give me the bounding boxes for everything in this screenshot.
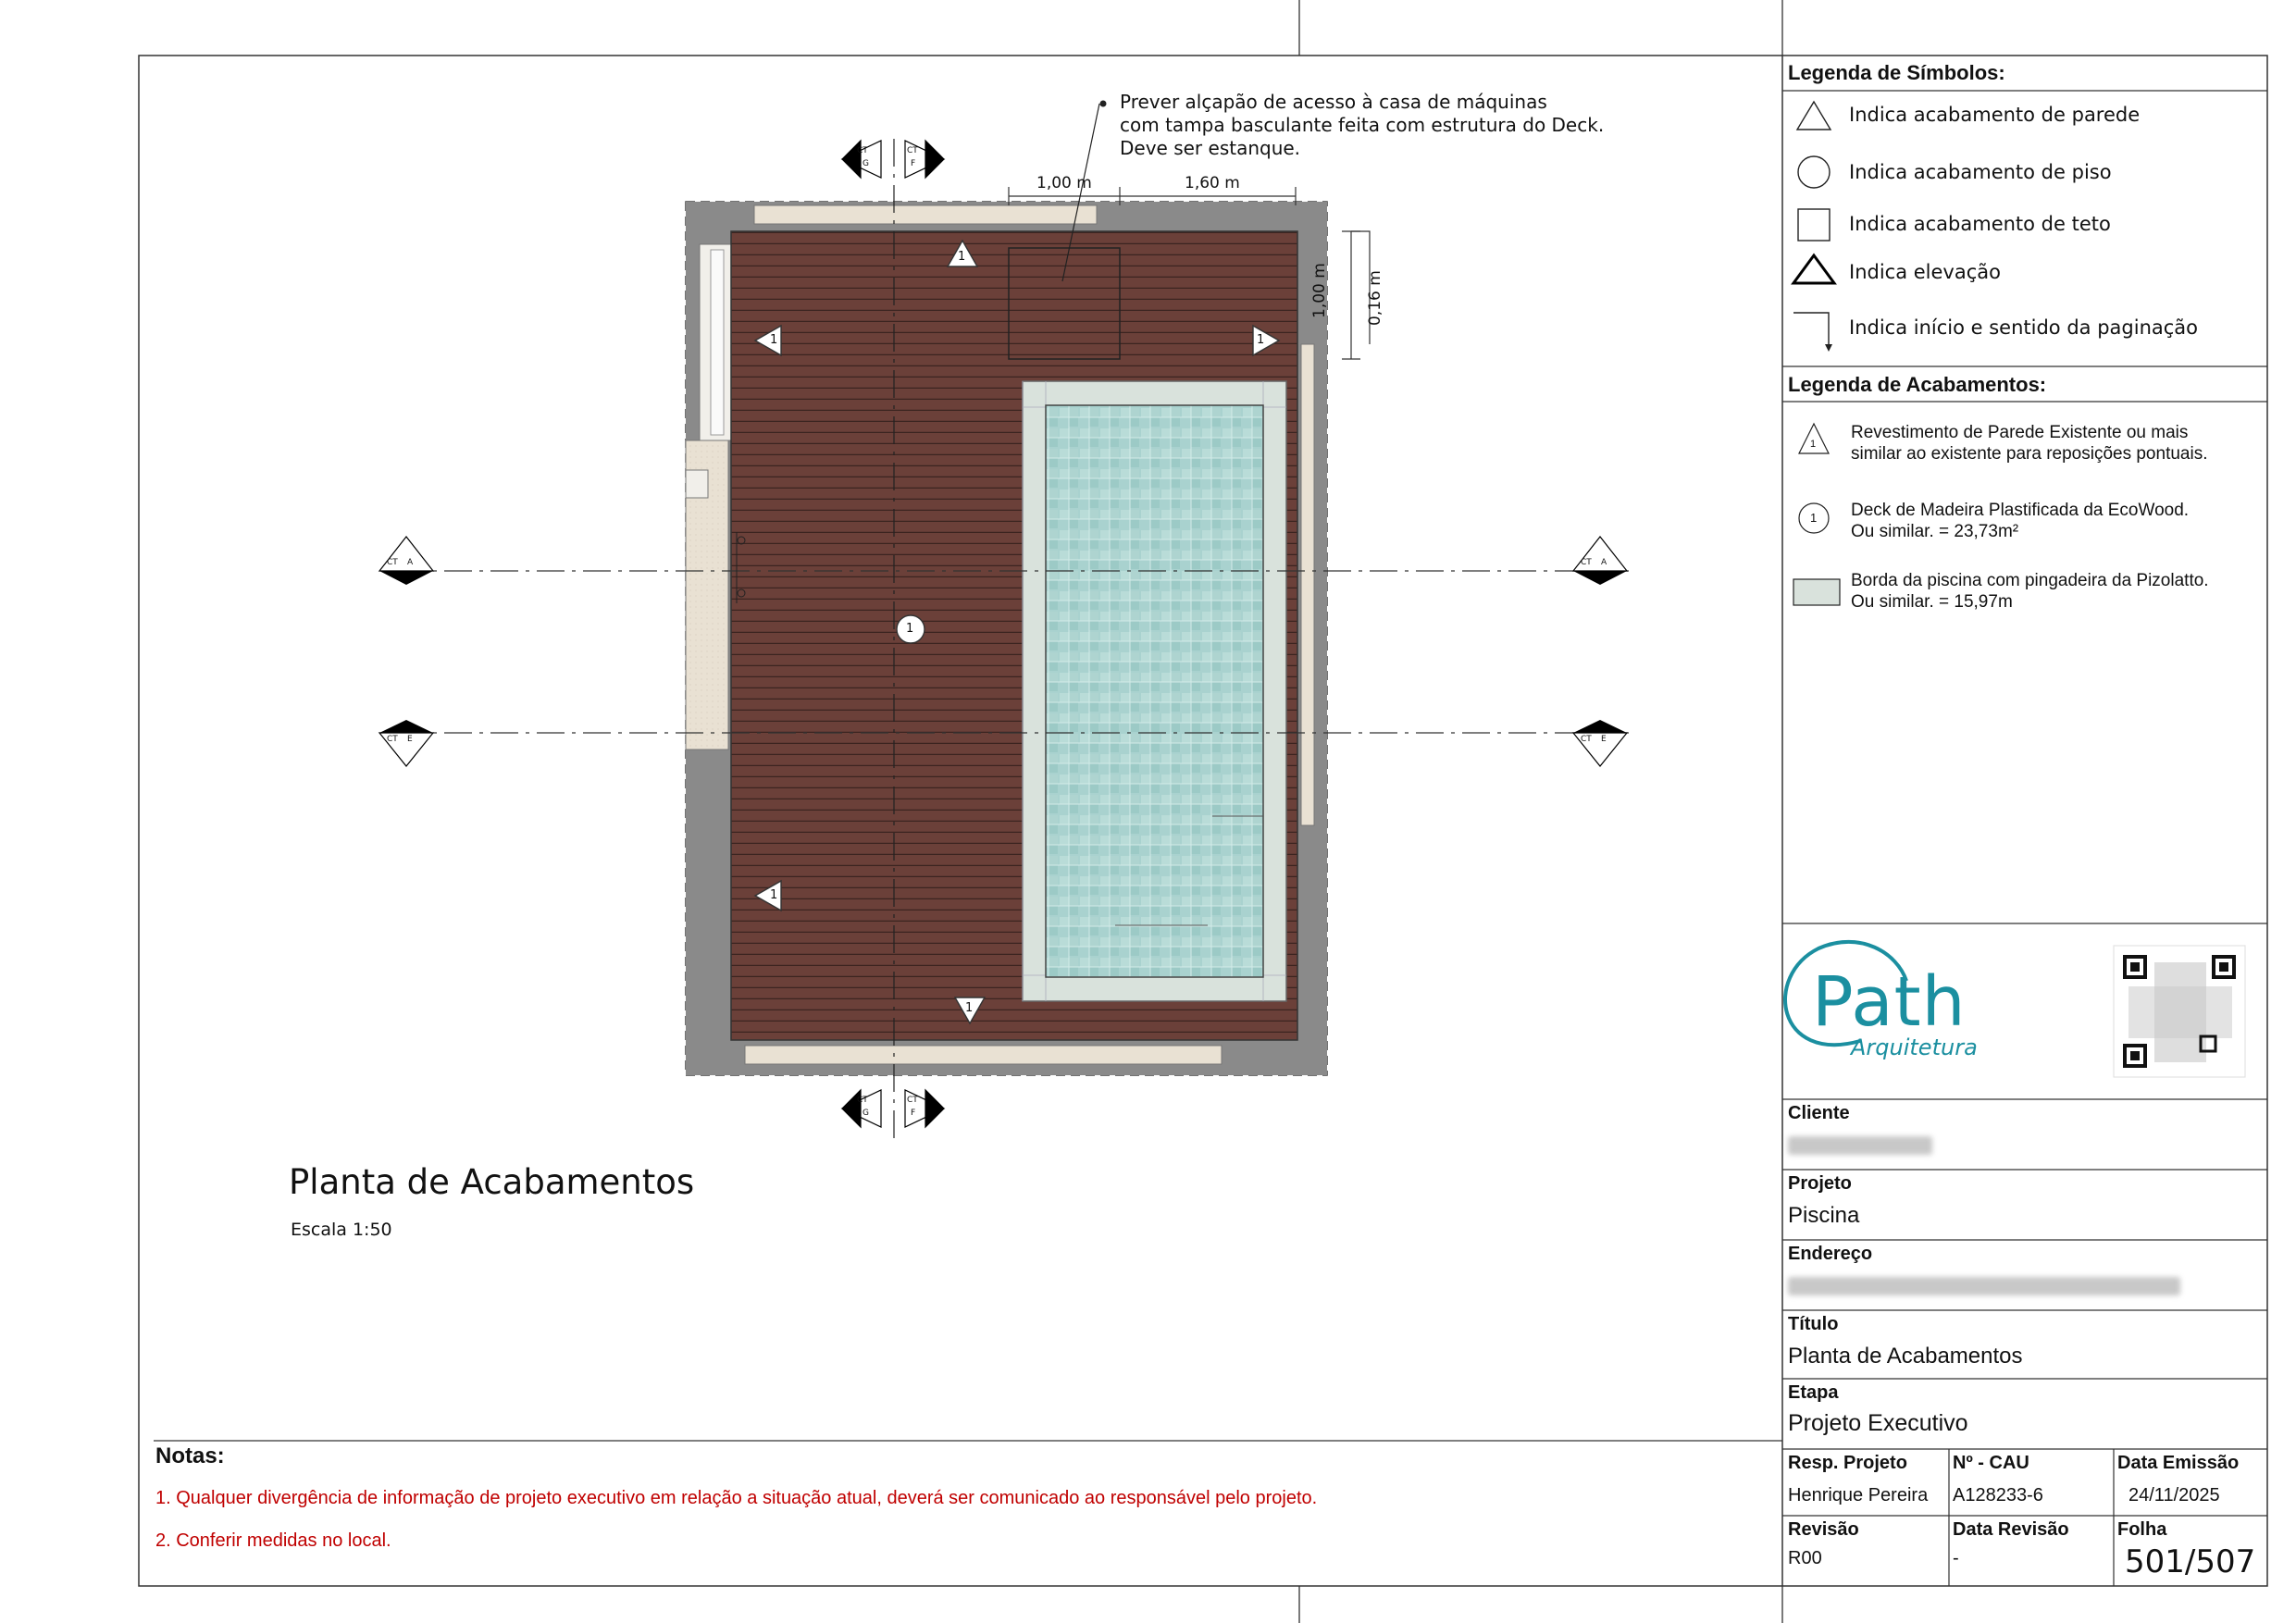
address-redacted (1788, 1277, 2180, 1295)
callout-note (1120, 91, 1604, 160)
finish-item-deck: Deck de Madeira Plastificada da EcoWood. Ou similar. = 23,73m² (1851, 501, 2190, 541)
wall-tag: 1 (1257, 333, 1265, 347)
section-code: F (911, 1109, 916, 1118)
client-label: Cliente (1788, 1103, 1850, 1123)
section-code: E (1601, 735, 1607, 744)
wall-tag: 1 (770, 888, 778, 902)
dimension-label: 1,00 m (1036, 174, 1092, 192)
section-code: CT (907, 1096, 918, 1105)
project-value: Piscina (1788, 1203, 1860, 1228)
title-label: Título (1788, 1314, 1839, 1334)
project-label: Projeto (1788, 1173, 1852, 1194)
section-code: CT (1581, 735, 1592, 744)
finish-item-wall: Revestimento de Parede Existente ou mais similar ao existente para reposições pontuais. (1851, 423, 2208, 464)
cau-label: Nº - CAU (1953, 1453, 2029, 1473)
wall-tag: 1 (958, 250, 966, 264)
floor-tag: 1 (1810, 511, 1818, 525)
drawing-scale: Escala 1:50 (291, 1220, 392, 1240)
legend-item-pagination: Indica início e sentido da paginação (1849, 316, 2199, 339)
finish-item-pool-border: Borda da piscina com pingadeira da Pizolatto. Ou similar. = 15,97m (1851, 571, 2209, 612)
resp-value: Henrique Pereira (1788, 1485, 1929, 1505)
note-item-2: 2. Conferir medidas no local. (155, 1530, 391, 1551)
note-item-1: 1. Qualquer divergência de informação de projeto executivo em relação a situação atual, deverá ser comunicado ao responsável pelo projeto. (155, 1488, 1318, 1508)
section-code: G (863, 1109, 869, 1118)
callout-line-2: com tampa basculante feita com estrutura do Deck. (1120, 114, 1605, 136)
revision-value: R00 (1788, 1548, 1822, 1568)
dimension-label: 1,00 m (1310, 263, 1329, 318)
stage-value: Projeto Executivo (1788, 1410, 1968, 1436)
wall-tag: 1 (1810, 439, 1817, 450)
revision-date-label: Data Revisão (1953, 1519, 2069, 1540)
section-code: CT (907, 146, 918, 155)
issue-date-value: 24/11/2025 (2128, 1485, 2220, 1505)
revision-date-value: - (1953, 1548, 1959, 1568)
stage-label: Etapa (1788, 1382, 1839, 1403)
revision-label: Revisão (1788, 1519, 1859, 1540)
section-code: A (1601, 558, 1607, 567)
issue-date-label: Data Emissão (2117, 1453, 2240, 1473)
logo-main: Path (1812, 962, 1967, 1042)
section-code: CT (857, 1096, 868, 1105)
legend-item-floor: Indica acabamento de piso (1849, 161, 2112, 183)
resp-label: Resp. Projeto (1788, 1453, 1907, 1473)
dimension-label: 0,16 m (1366, 270, 1384, 326)
callout-line-1: Prever alçapão de acesso à casa de máquinas (1120, 91, 1547, 113)
notes-title: Notas: (155, 1443, 225, 1468)
logo-sub: Arquitetura (1851, 1035, 1978, 1060)
legend-item-elevation: Indica elevação (1849, 261, 2001, 283)
symbols-legend-title: Legenda de Símbolos: (1788, 61, 2005, 84)
finishes-legend-title: Legenda de Acabamentos: (1788, 373, 2047, 396)
wall-tag: 1 (770, 333, 778, 347)
section-code: CT (387, 735, 398, 744)
section-code: CT (387, 558, 398, 567)
section-code: E (407, 735, 413, 744)
section-code: F (911, 159, 916, 168)
section-code: G (863, 159, 869, 168)
section-code: CT (1581, 558, 1592, 567)
floor-tag: 1 (906, 622, 914, 636)
section-code: A (407, 558, 414, 567)
sheet-number: 501/507 (2125, 1543, 2256, 1580)
cau-value: A128233-6 (1953, 1485, 2043, 1505)
legend-item-ceiling: Indica acabamento de teto (1849, 213, 2111, 235)
callout-line-3: Deve ser estanque. (1120, 137, 1301, 159)
address-label: Endereço (1788, 1244, 1873, 1264)
wall-tag: 1 (965, 1001, 974, 1015)
title-value: Planta de Acabamentos (1788, 1344, 2023, 1369)
dimension-label: 1,60 m (1185, 174, 1240, 192)
sheet-label: Folha (2117, 1519, 2167, 1540)
legend-item-wall: Indica acabamento de parede (1849, 104, 2141, 126)
client-redacted (1788, 1136, 1932, 1155)
section-code: CT (857, 146, 868, 155)
drawing-title: Planta de Acabamentos (289, 1162, 695, 1202)
